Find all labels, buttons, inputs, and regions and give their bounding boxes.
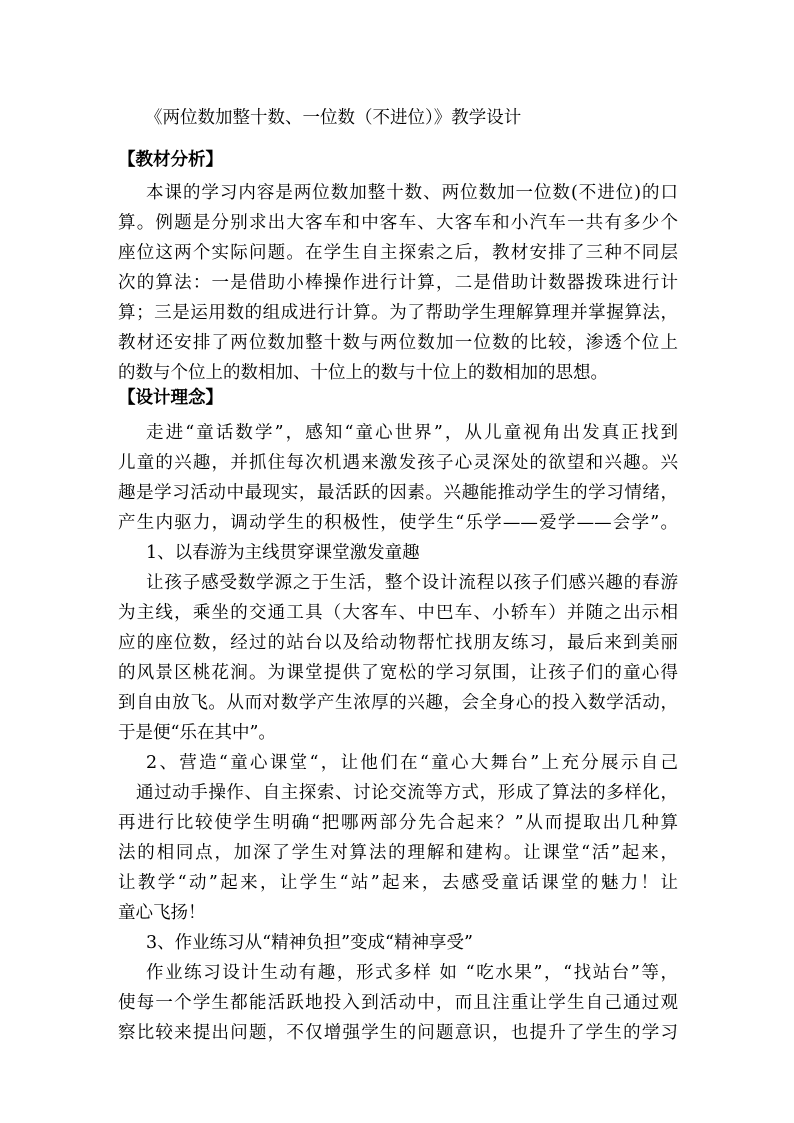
subheading-line: 1、以春游为主线贯穿课堂激发童趣: [146, 543, 420, 563]
section-heading-textbook-analysis: 【教材分析】: [118, 150, 223, 170]
paragraph-line: 本课的学习内容是两位数加整十数、两位数加一位数(不进位)的口: [146, 183, 678, 203]
paragraph-line: 的数与个位上的数相加、十位上的数与十位上的数相加的思想。: [118, 363, 608, 383]
paragraph-line: 算。例题是分别求出大客车和中客车、大客车和小汽车一共有多少个: [118, 213, 678, 233]
paragraph-line: 让教学“动”起来，让学生“站”起来，去感受童话课堂的魅力！让: [118, 873, 678, 893]
paragraph-line: 的风景区桃花涧。为课堂提供了宽松的学习氛围，让孩子们的童心得: [118, 663, 678, 683]
paragraph-line: 为主线，乘坐的交通工具（大客车、中巴车、小轿车）并随之出示相: [118, 603, 678, 623]
paragraph-line: 作业练习设计生动有趣，形式多样 如 “吃水果”，“找站台”等，: [146, 963, 678, 983]
paragraph-line: 通过动手操作、自主探索、讨论交流等方式，形成了算法的多样化，: [136, 783, 678, 803]
paragraph-line: 让孩子感受数学源之于生活，整个设计流程以孩子们感兴趣的春游: [146, 573, 678, 593]
paragraph-line: 于是便“乐在其中”。: [118, 723, 276, 743]
paragraph-line: 法的相同点，加深了学生对算法的理解和建构。让课堂“活”起来，: [118, 843, 678, 863]
paragraph-line: 产生内驱力，调动学生的积极性，使学生“乐学——爱学——会学”。: [118, 513, 678, 533]
paragraph-line: 童心飞扬！: [118, 903, 206, 923]
paragraph-line: 再进行比较使学生明确“把哪两部分先合起来？”从而提取出几种算: [118, 813, 678, 833]
paragraph-line: 趣是学习活动中最现实，最活跃的因素。兴趣能推动学生的学习情绪，: [118, 483, 678, 503]
paragraph-line: 座位这两个实际问题。在学生自主探索之后，教材安排了三种不同层: [118, 243, 678, 263]
paragraph-line: 儿童的兴趣，并抓住每次机遇来激发孩子心灵深处的欲望和兴趣。兴: [118, 453, 678, 473]
paragraph-line: 走进“童话数学”，感知“童心世界”，从儿童视角出发真正找到: [146, 423, 678, 443]
paragraph-line: 教材还安排了两位数加整十数与两位数加一位数的比较，渗透个位上: [118, 333, 678, 353]
paragraph-line: 算；三是运用数的组成进行计算。为了帮助学生理解算理并掌握算法，: [118, 303, 678, 323]
document-title: 《两位数加整十数、一位数（不进位）》教学设计: [145, 108, 522, 128]
section-heading-design-concept: 【设计理念】: [118, 388, 223, 408]
subheading-line: 3、作业练习从“精神负担”变成“精神享受”: [146, 933, 473, 953]
paragraph-line: 使每一个学生都能活跃地投入到活动中，而且注重让学生自己通过观: [118, 993, 678, 1013]
paragraph-line: 次的算法：一是借助小棒操作进行计算，二是借助计数器拨珠进行计: [118, 273, 678, 293]
paragraph-line: 应的座位数，经过的站台以及给动物帮忙找朋友练习，最后来到美丽: [118, 633, 678, 653]
paragraph-line: 察比较来提出问题，不仅增强学生的问题意识，也提升了学生的学习: [118, 1023, 678, 1043]
paragraph-line: 到自由放飞。从而对数学产生浓厚的兴趣，会全身心的投入数学活动，: [118, 693, 678, 713]
subheading-line: 2、营造“童心课堂“，让他们在“童心大舞台”上充分展示自己: [146, 753, 678, 773]
